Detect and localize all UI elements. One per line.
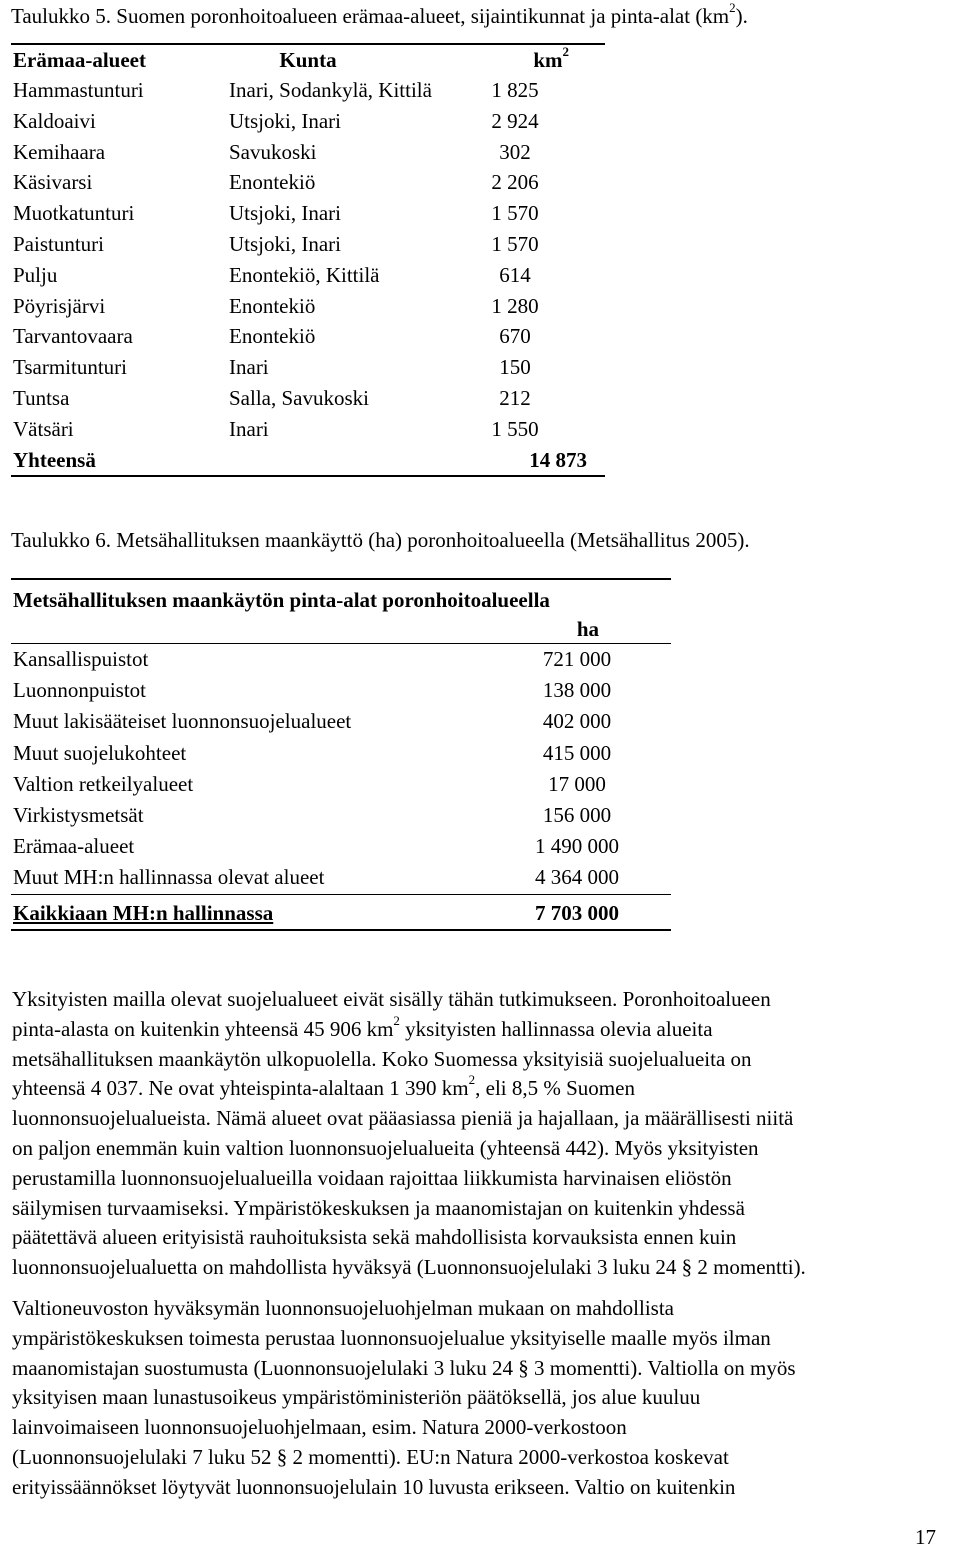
table5-cell-municipality: Enontekiö (229, 293, 316, 318)
table5-body (11, 75, 605, 445)
table5-cell-km2: 1 550 (491, 416, 539, 441)
paragraph1-line: säilymisen turvaamiseksi. Ympäristökeskuksen ja maanomistajan on kuitenkin yhdessä (12, 1195, 745, 1220)
table6-cell-label: Muut suojelukohteet (13, 740, 187, 765)
table6-header-title: Metsähallituksen maankäytön pinta-alat poronhoitoalueella (13, 588, 550, 612)
table5-caption-sup: 2 (729, 0, 736, 15)
paragraph1-line: on paljon enemmän kuin valtion luonnonsuojelualueita (yhteensä 442). Myös yksityisten (12, 1135, 759, 1160)
table5-cell-area: Tarvantovaara (13, 324, 133, 349)
table5-cell-km2: 1 570 (491, 231, 539, 256)
table6-cell-label: Muut lakisääteiset luonnonsuojelualueet (13, 709, 352, 734)
table5-cell-km2: 212 (499, 385, 531, 410)
paragraph2-line: maanomistajan suostumusta (Luonnonsuojelulaki 3 luku 24 § 3 momentti). Valtiolla on myös (12, 1355, 796, 1380)
table5-cell-municipality: Inari (229, 416, 269, 441)
paragraph2-line: lainvoimaiseen luonnonsuojeluohjelmaan, esim. Natura 2000-verkostoon (12, 1415, 627, 1440)
paragraph1-line (12, 1074, 958, 1104)
body-paragraph-1 (12, 985, 958, 1283)
table5-cell-area: Paistunturi (13, 231, 105, 256)
table5-cell-km2: 614 (499, 262, 531, 287)
table6-cell-value: 138 000 (542, 678, 612, 703)
table5-total-label: Yhteensä (13, 447, 96, 472)
body-paragraph-2 (12, 1294, 958, 1503)
paragraph1-sup: 2 (468, 1072, 476, 1088)
table6-body (11, 644, 671, 895)
table5-cell-municipality: Enontekiö, Kittilä (229, 262, 380, 287)
paragraph1-text: yhteensä 4 037. Ne ovat yhteispinta-alaltaan 1 390 km (12, 1076, 469, 1101)
paragraph1-line: Yksityisten mailla olevat suojelualueet eivät sisälly tähän tutkimukseen. Poronhoitoalueen (12, 987, 771, 1011)
table5-cell-area: Tuntsa (13, 385, 70, 410)
paragraph2-line: yksityisen maan lunastusoikeus ympäristöministeriön päätöksellä, jos alue kuuluu (12, 1385, 701, 1410)
table6-total-row (11, 895, 671, 929)
table-row (11, 198, 605, 229)
table5-cell-area: Pöyrisjärvi (13, 293, 106, 318)
table5-cell-km2: 2 924 (491, 108, 539, 133)
table5-cell-municipality: Inari (229, 355, 269, 380)
table6-cell-value: 4 364 000 (535, 865, 619, 890)
table5-cell-km2: 302 (499, 139, 531, 164)
table-row (11, 800, 671, 831)
table6-cell-value: 156 000 (542, 802, 612, 827)
table5-cell-area: Tsarmitunturi (13, 355, 128, 380)
table6-cell-label: Kansallispuistot (13, 647, 149, 671)
table-row (11, 321, 605, 352)
table5-cell-area: Kaldoaivi (13, 108, 96, 133)
paragraph2-line: (Luonnonsuojelulaki 7 luku 52 § 2 momentti). EU:n Natura 2000-verkostoa koskevat (12, 1444, 729, 1469)
table-row (11, 675, 671, 706)
table6-cell-label: Valtion retkeilyalueet (13, 771, 194, 796)
table-row (11, 137, 605, 168)
table6-cell-value: 17 000 (548, 771, 606, 796)
table5-header-unit (533, 45, 569, 75)
table5-cell-km2: 1 280 (491, 293, 539, 318)
table5-cell-area: Pulju (13, 262, 58, 287)
paragraph2-line: ympäristökeskuksen toimesta perustaa luonnonsuojelualue yksityiselle maalle myös ilman (12, 1325, 771, 1350)
table6-cell-label: Muut MH:n hallinnassa olevat alueet (13, 865, 325, 890)
paragraph1-line: päätettävä alueen erityisistä rauhoituksista sekä mahdollisista korvauksista ennen kuin (12, 1225, 737, 1250)
table6-cell-label: Erämaa-alueet (13, 834, 135, 859)
table5-caption-end: ). (735, 4, 748, 28)
table-row (11, 383, 605, 414)
paragraph1-text: , eli 8,5 % Suomen (475, 1076, 635, 1101)
table5-cell-municipality: Utsjoki, Inari (229, 201, 341, 226)
table5-cell-municipality: Salla, Savukoski (229, 385, 369, 410)
table5-cell-municipality: Utsjoki, Inari (229, 231, 341, 256)
wilderness-areas-table (11, 43, 605, 477)
paragraph1-line: perustamilla luonnonsuojelualueilla voidaan rajoittaa liikkumista harvinaisen eliöstön (12, 1165, 732, 1190)
table5-cell-area: Kemihaara (13, 139, 106, 164)
table5-header-row (11, 45, 605, 75)
table6-header-unit: ha (576, 617, 599, 641)
table5-caption (11, 1, 748, 31)
table6-cell-value: 415 000 (542, 740, 612, 765)
table5-caption-text: Taulukko 5. Suomen poronhoitoalueen erämaa-alueet, sijaintikunnat ja pinta-alat (km (11, 4, 730, 28)
table5-cell-km2: 1 825 (491, 78, 539, 102)
table6-cell-value: 402 000 (542, 709, 612, 734)
table-row (11, 644, 671, 675)
paragraph1-text: pinta-alasta on kuitenkin yhteensä 45 906 km (12, 1016, 394, 1041)
table-row (11, 352, 605, 383)
table-row (11, 706, 671, 737)
table6-cell-value: 1 490 000 (535, 834, 619, 859)
table5-cell-municipality: Enontekiö (229, 324, 316, 349)
table6-caption: Taulukko 6. Metsähallituksen maankäyttö (ha) poronhoitoalueella (Metsähallitus 2005). (11, 528, 750, 552)
table6-total-value: 7 703 000 (535, 900, 619, 925)
table6-cell-label: Luonnonpuistot (13, 678, 147, 703)
table5-header-unit-text: km (533, 48, 563, 72)
table6-cell-value: 721 000 (542, 647, 612, 671)
table-row (11, 769, 671, 800)
table-row (11, 106, 605, 137)
table5-cell-km2: 670 (499, 324, 531, 349)
table-row (11, 738, 671, 769)
table5-cell-area: Hammastunturi (13, 78, 144, 102)
table-row (11, 229, 605, 260)
table5-total-value: 14 873 (529, 447, 587, 472)
page-number: 17 (915, 1525, 936, 1549)
table5-total-row (11, 445, 605, 476)
table5-header-area: Erämaa-alueet (13, 48, 146, 72)
table5-cell-km2: 150 (499, 355, 531, 380)
table5-cell-municipality: Inari, Sodankylä, Kittilä (229, 78, 432, 102)
table5-header-unit-sup: 2 (562, 44, 569, 59)
table6-total-label: Kaikkiaan MH:n hallinnassa (13, 900, 274, 925)
table5-cell-km2: 2 206 (491, 170, 539, 195)
table-row (11, 831, 671, 862)
paragraph1-line: luonnonsuojelualueista. Nämä alueet ovat pääasiassa pieniä ja hajallaan, ja määrällisesti niitä (12, 1106, 794, 1131)
table5-cell-area: Vätsäri (13, 416, 74, 441)
table-row (11, 260, 605, 291)
table5-cell-area: Muotkatunturi (13, 201, 135, 226)
paragraph2-line: Valtioneuvoston hyväksymän luonnonsuojeluohjelman mukaan on mahdollista (12, 1296, 674, 1320)
paragraph1-sup: 2 (393, 1012, 400, 1028)
table5-header-municipality: Kunta (279, 48, 337, 72)
table5-cell-km2: 1 570 (491, 201, 539, 226)
table-row (11, 75, 605, 106)
paragraph1-text: yksityisten hallinnassa olevia alueita (399, 1016, 713, 1041)
table-row (11, 291, 605, 322)
paragraph1-line: metsähallituksen maankäytön ulkopuolella. Koko Suomessa yksityisiä suojelualueita on (12, 1046, 752, 1071)
table5-cell-municipality: Enontekiö (229, 170, 316, 195)
paragraph2-line: erityissäännökset löytyvät luonnonsuojelulain 10 luvusta erikseen. Valtio on kuitenkin (12, 1474, 736, 1499)
paragraph1-line: luonnonsuojelualuetta on mahdollista hyväksyä (Luonnonsuojelulaki 3 luku 24 § 2 momentti). (12, 1255, 806, 1280)
table5-cell-area: Käsivarsi (13, 170, 93, 195)
land-use-table (11, 578, 671, 931)
table6-cell-label: Virkistysmetsät (13, 802, 144, 827)
table-row (11, 414, 605, 445)
table5-cell-municipality: Utsjoki, Inari (229, 108, 341, 133)
table6-header (11, 580, 671, 644)
table5-cell-municipality: Savukoski (229, 139, 317, 164)
table-row (11, 167, 605, 198)
table-row (11, 862, 671, 894)
paragraph1-line (12, 1012, 958, 1045)
